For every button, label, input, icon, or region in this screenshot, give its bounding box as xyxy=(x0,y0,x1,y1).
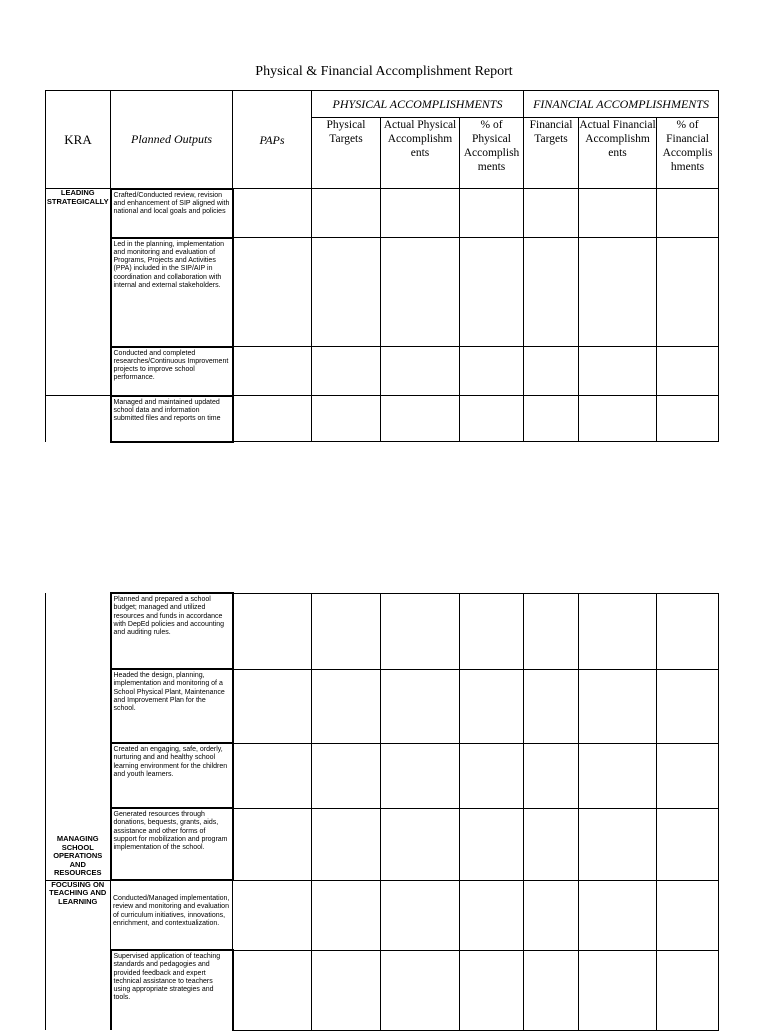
actual-financial-header: Actual Financial Accomplishm ents xyxy=(579,118,657,189)
planned-outputs-header: Planned Outputs xyxy=(111,91,233,189)
table-row xyxy=(46,396,719,442)
paps-header: PAPs xyxy=(233,91,312,189)
pct-physical-header: % of Physical Accomplish ments xyxy=(460,118,524,189)
pct-financial-header: % of Financial Accomplis hments xyxy=(657,118,719,189)
table-row xyxy=(46,189,719,238)
report-title: Physical & Financial Accomplishment Report xyxy=(255,64,513,79)
table-row xyxy=(46,238,719,347)
planned-output: Headed the design, planning, implementation and monitoring of a School Physical Plant, Maintenance and Improvement Plan for the school. xyxy=(111,669,233,743)
kra-header: KRA xyxy=(46,91,111,189)
kra-managing-school-operations: MANAGING SCHOOL OPERATIONS AND RESOURCES xyxy=(46,593,111,880)
kra-leading-strategically: LEADING STRATEGICALLY xyxy=(46,189,111,396)
planned-output: Managed and maintained updated school data and information submitted files and reports on time xyxy=(111,396,233,442)
planned-output: Crafted/Conducted review, revision and enhancement of SIP aligned with national and local goals and policies xyxy=(111,189,233,238)
physical-accomplishments-header: PHYSICAL ACCOMPLISHMENTS xyxy=(312,91,524,118)
financial-accomplishments-header: FINANCIAL ACCOMPLISHMENTS xyxy=(524,91,719,118)
planned-output: Supervised application of teaching standards and pedagogies and provided feedback and expert technical assistance to teachers using appropriate strategies and tools. xyxy=(111,950,233,1030)
table-row xyxy=(46,669,719,743)
table-row xyxy=(46,347,719,396)
physical-targets-header: Physical Targets xyxy=(312,118,381,189)
financial-targets-header: Financial Targets xyxy=(524,118,579,189)
actual-physical-header: Actual Physical Accomplishm ents xyxy=(381,118,460,189)
kra-focusing-on-teaching: FOCUSING ON TEACHING AND LEARNING xyxy=(46,880,111,1030)
table-row xyxy=(46,950,719,1030)
table-row xyxy=(46,593,719,669)
accomplishment-table-bottom xyxy=(45,592,719,1031)
planned-output: Led in the planning, implementation and monitoring and evaluation of Programs, Projects and Activities (PPA) included in the SIP/AIP in coordination and collaboration with internal and external stakeholders. xyxy=(111,238,233,347)
planned-output: Planned and prepared a school budget; managed and utilized resources and funds in accordance with DepEd policies and accounting and auditing rules. xyxy=(111,593,233,669)
planned-output: Conducted and completed researches/Continuous Improvement projects to improve school performance. xyxy=(111,347,233,396)
planned-output: Generated resources through donations, bequests, grants, aids, assistance and other forms of support for mobilization and program implementation of the school. xyxy=(111,808,233,880)
table-row xyxy=(46,808,719,880)
planned-output: Conducted/Managed implementation, review and monitoring and evaluation of curriculum initiatives, innovations, enrichment, and contextualization. xyxy=(111,880,233,950)
table-row xyxy=(46,880,719,950)
kra-cell-empty xyxy=(46,396,111,442)
table-row xyxy=(46,743,719,808)
accomplishment-table-top xyxy=(45,90,719,443)
planned-output: Created an engaging, safe, orderly, nurturing and and healthy school learning environment for the children and youth learners. xyxy=(111,743,233,808)
